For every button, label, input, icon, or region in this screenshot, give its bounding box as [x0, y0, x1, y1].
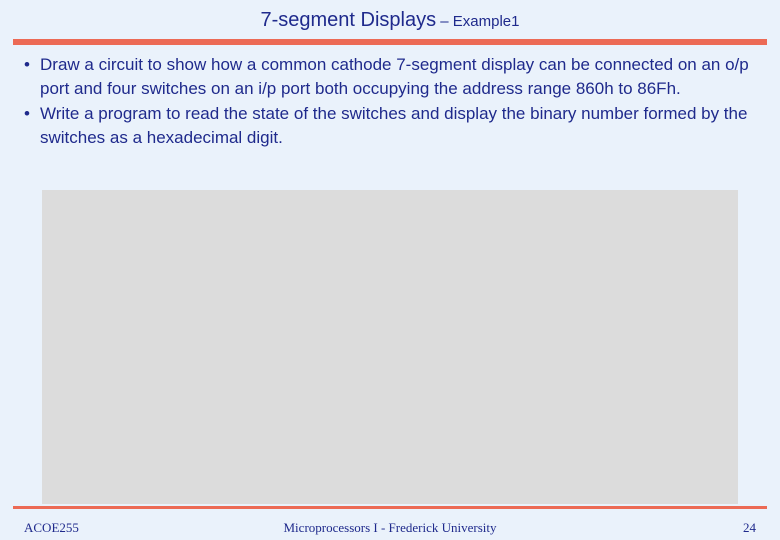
bullet-list	[24, 53, 764, 151]
title-divider	[13, 39, 767, 45]
bullet-marker: •	[24, 104, 30, 123]
bullet-text: Write a program to read the state of the switches and display the binary number formed by the switches as a hexadecimal digit.	[40, 104, 748, 147]
footer-course-code: ACOE255	[24, 520, 79, 535]
slide-title	[0, 9, 780, 32]
footer-course-title: Microprocessors I - Frederick University	[283, 520, 497, 535]
figure-placeholder	[42, 190, 738, 504]
bullet-item	[24, 53, 764, 101]
bullet-text: Draw a circuit to show how a common cathode 7-segment display can be connected on an o/p port and four switches on an i/p port both occupying the address range 860h to 86Fh.	[40, 55, 749, 98]
slide-title-main: 7-segment Displays	[260, 9, 437, 31]
footer-page-number: 24	[743, 520, 756, 535]
bullet-marker: •	[24, 55, 30, 74]
bullet-item	[24, 102, 764, 150]
footer-divider	[13, 506, 767, 509]
slide-title-subtitle: – Example1	[436, 13, 520, 30]
